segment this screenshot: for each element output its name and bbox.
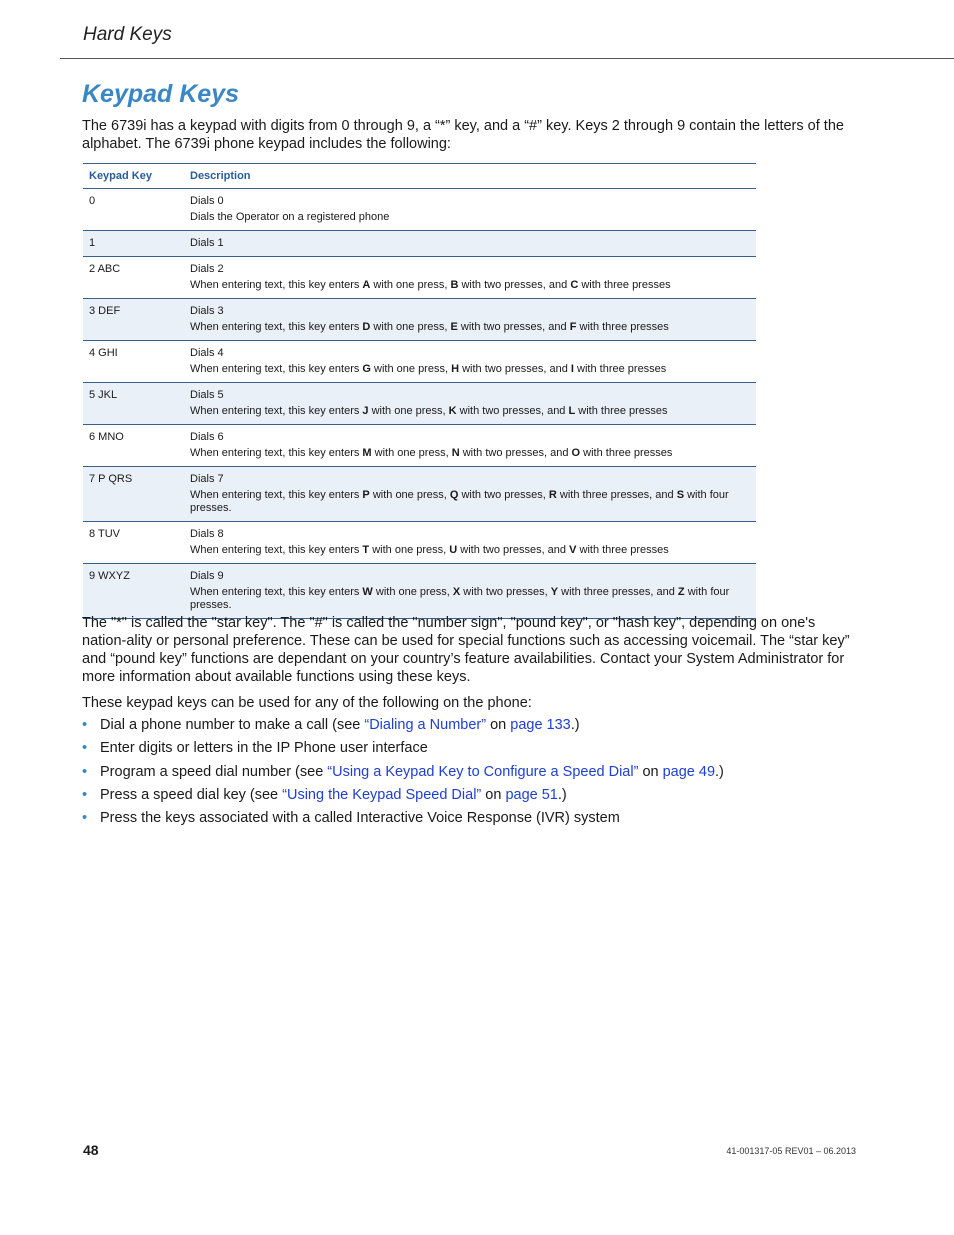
letter-bold: N	[451, 447, 460, 459]
description-primary: Dials 0	[190, 195, 224, 207]
list-item-text: on	[638, 763, 663, 780]
letter-bold: D	[362, 321, 371, 333]
bullet-icon: •	[82, 717, 88, 733]
letter-bold: W	[362, 586, 373, 598]
list-item	[82, 809, 862, 827]
description-primary: Dials 3	[190, 305, 224, 317]
bullet-icon: •	[82, 763, 88, 780]
keypad-key-cell: 9 WXYZ	[83, 564, 184, 619]
description-text: with one press,	[372, 586, 453, 598]
description-cell	[184, 341, 756, 383]
letter-bold: I	[570, 363, 574, 375]
star-key-paragraph: The "*" is called the "star key". The "#" is called the "number sign", "pound key", or "hash key", depending on one's nation-ality or personal preference. These can be used for special functions such as accessing voicemail. The “star key” and “pound key” functions are dependant on your country’s feature availabilities. Contact your System Administrator for more information about available functions using these keys.	[82, 615, 850, 685]
description-text: When entering text, this key enters	[190, 363, 363, 375]
description-text: with one press,	[371, 447, 452, 459]
description-text: with two presses,	[460, 586, 551, 598]
description-primary: Dials 5	[190, 389, 224, 401]
table-row	[83, 522, 756, 564]
description-text: with two presses, and	[457, 321, 570, 333]
bullet-icon: •	[82, 810, 88, 827]
table-row	[83, 564, 756, 619]
description-detail	[190, 405, 751, 418]
list-item-text: Dial a phone number to make a call (see	[100, 717, 365, 733]
letter-bold: H	[451, 363, 460, 375]
table-row	[83, 257, 756, 299]
description-cell	[184, 564, 756, 619]
keypad-key-cell: 3 DEF	[83, 299, 184, 341]
description-primary: Dials 8	[190, 528, 224, 540]
description-primary: Dials 7	[190, 473, 224, 485]
description-text: with one press,	[369, 544, 450, 556]
cross-reference-link[interactable]: “Using a Keypad Key to Configure a Speed Dial”	[327, 763, 639, 780]
description-text: with two presses, and	[459, 363, 571, 375]
letter-bold: X	[452, 586, 461, 598]
keypad-key-cell: 8 TUV	[83, 522, 184, 564]
keypad-key-cell: 0	[83, 189, 184, 231]
description-text: When entering text, this key enters	[190, 544, 363, 556]
list-item-text: Press a speed dial key (see	[100, 786, 283, 803]
list-item	[82, 786, 862, 804]
letter-bold: G	[362, 363, 371, 375]
column-header-key: Keypad Key	[83, 164, 184, 189]
description-text: When entering text, this key enters	[190, 405, 363, 417]
description-cell	[184, 467, 756, 522]
description-text: with three presses	[578, 279, 671, 291]
letter-bold: L	[568, 405, 576, 417]
table-row	[83, 383, 756, 425]
description-text: with three presses	[580, 447, 673, 459]
letter-bold: M	[362, 447, 372, 459]
document-id: 41-001317-05 REV01 – 06.2013	[726, 1146, 856, 1156]
description-text: When entering text, this key enters	[190, 321, 363, 333]
description-detail	[190, 321, 751, 334]
description-primary: Dials 9	[190, 570, 224, 582]
letter-bold: T	[362, 544, 370, 556]
description-text: When entering text, this key enters	[190, 586, 363, 598]
description-text: with two presses, and	[459, 447, 572, 459]
keypad-key-cell: 6 MNO	[83, 425, 184, 467]
letter-bold: C	[570, 279, 579, 291]
description-primary: Dials 6	[190, 431, 224, 443]
table-row	[83, 341, 756, 383]
description-text: When entering text, this key enters	[190, 489, 363, 501]
list-item	[82, 716, 862, 734]
letter-bold: A	[362, 279, 371, 291]
description-detail	[190, 544, 751, 557]
page-number: 48	[83, 1142, 99, 1158]
table-row	[83, 189, 756, 231]
description-text: with three presses, and	[558, 586, 678, 598]
description-text: with one press,	[370, 363, 452, 375]
list-item	[82, 739, 862, 757]
cross-reference-link[interactable]: “Using the Keypad Speed Dial”	[282, 786, 482, 803]
letter-bold: E	[450, 321, 458, 333]
list-item-text: Enter digits or letters in the IP Phone user interface	[100, 740, 428, 757]
table-header-row	[83, 164, 756, 189]
keypad-key-cell: 1	[83, 231, 184, 257]
letter-bold: Y	[550, 586, 559, 598]
description-detail	[190, 279, 751, 292]
bullet-icon: •	[82, 740, 88, 757]
list-item-text: on	[486, 717, 511, 733]
table-body	[83, 189, 756, 619]
list-item-text: Program a speed dial number (see	[100, 763, 328, 780]
description-text: with one press,	[368, 405, 449, 417]
description-detail	[190, 586, 751, 612]
column-header-description: Description	[184, 164, 756, 189]
description-text: with one press,	[369, 489, 450, 501]
keypad-table	[83, 163, 756, 619]
letter-bold: B	[450, 279, 459, 291]
description-text: with three presses, and	[556, 489, 677, 501]
cross-reference-link[interactable]: “Dialing a Number”	[364, 717, 487, 733]
uses-list	[82, 716, 862, 832]
cross-reference-link[interactable]: page 49	[662, 763, 716, 780]
description-primary: Dials 2	[190, 263, 224, 275]
keypad-key-cell: 5 JKL	[83, 383, 184, 425]
list-item	[82, 763, 862, 781]
cross-reference-link[interactable]: page 133	[510, 717, 571, 733]
letter-bold: R	[548, 489, 557, 501]
table-row	[83, 231, 756, 257]
table-row	[83, 299, 756, 341]
cross-reference-link[interactable]: page 51	[505, 786, 558, 803]
description-text: When entering text, this key enters	[190, 447, 363, 459]
list-item-text: .)	[557, 786, 567, 803]
description-text: with four presses.	[190, 489, 729, 514]
list-item-text: .)	[570, 717, 580, 733]
letter-bold: F	[569, 321, 577, 333]
letter-bold: O	[571, 447, 581, 459]
uses-intro: These keypad keys can be used for any of the following on the phone:	[82, 695, 532, 711]
list-item-text: .)	[715, 763, 724, 780]
description-cell	[184, 522, 756, 564]
description-cell	[184, 231, 756, 257]
description-text: When entering text, this key enters	[190, 279, 363, 291]
letter-bold: V	[569, 544, 577, 556]
description-text: with two presses, and	[458, 279, 571, 291]
letter-bold: S	[676, 489, 685, 501]
keypad-key-cell: 2 ABC	[83, 257, 184, 299]
description-cell	[184, 425, 756, 467]
description-text: with one press,	[370, 279, 451, 291]
intro-paragraph: The 6739i has a keypad with digits from 0 through 9, a “*” key, and a “#” key. Keys 2 through 9 contain the letters of the alphabet. The 6739i phone keypad includes the following:	[82, 118, 844, 152]
section-title: Keypad Keys	[82, 80, 240, 108]
description-text: with three presses	[573, 363, 667, 375]
table-row	[83, 467, 756, 522]
description-text: with three presses	[575, 405, 668, 417]
description-detail	[190, 363, 751, 376]
description-primary: Dials 1	[190, 237, 224, 249]
description-text: with two presses, and	[456, 405, 569, 417]
letter-bold: P	[362, 489, 370, 501]
description-text: with one press,	[370, 321, 451, 333]
letter-bold: U	[449, 544, 458, 556]
letter-bold: K	[448, 405, 457, 417]
list-item-text: Press the keys associated with a called Interactive Voice Response (IVR) system	[100, 810, 620, 827]
table-row	[83, 425, 756, 467]
description-cell	[184, 299, 756, 341]
keypad-key-cell: 7 P QRS	[83, 467, 184, 522]
description-text: with two presses, and	[457, 544, 570, 556]
description-detail	[190, 447, 751, 460]
description-text: with two presses,	[458, 489, 549, 501]
running-header-title: Hard Keys	[83, 24, 172, 45]
bullet-icon: •	[82, 786, 88, 803]
description-cell	[184, 189, 756, 231]
header-divider	[60, 58, 954, 59]
letter-bold: Z	[677, 586, 685, 598]
description-text: with four presses.	[190, 586, 730, 611]
description-detail: Dials the Operator on a registered phone	[190, 211, 390, 223]
description-cell	[184, 383, 756, 425]
keypad-key-cell: 4 GHI	[83, 341, 184, 383]
description-primary: Dials 4	[190, 347, 224, 359]
list-item-text: on	[481, 786, 506, 803]
description-cell	[184, 257, 756, 299]
letter-bold: J	[362, 405, 369, 417]
description-text: with three presses	[576, 321, 669, 333]
description-text: with three presses	[576, 544, 669, 556]
description-detail	[190, 489, 751, 515]
letter-bold: Q	[449, 489, 459, 501]
